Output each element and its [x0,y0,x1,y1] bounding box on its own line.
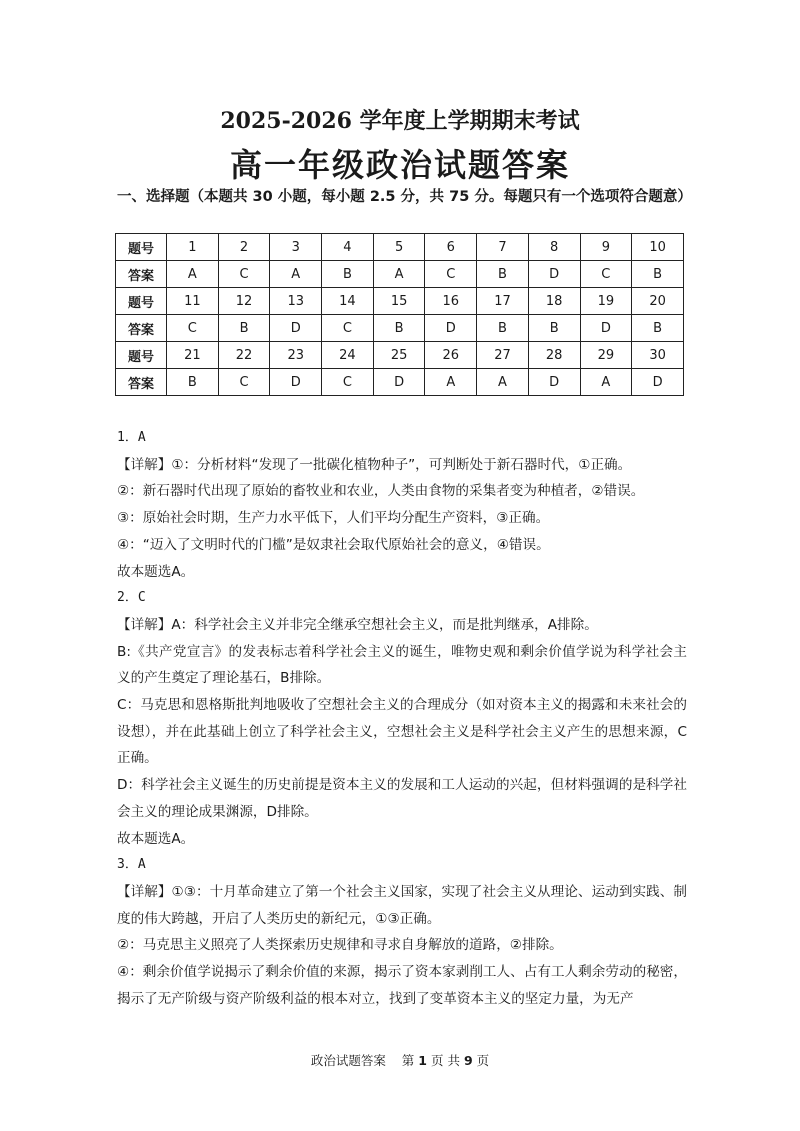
footer-subject: 政治试题答案 [310,1053,386,1068]
question-number-cell: 23 [270,342,322,369]
answer-cell: A [477,369,529,396]
question-number-cell: 7 [477,234,529,261]
answer-cell: D [528,261,580,288]
explanation-paragraph: ③：原始社会时期，生产力水平低下，人们平均分配生产资料，③正确。 [117,510,550,527]
answer-header: 答案 [116,315,167,342]
question-number-cell: 19 [580,288,632,315]
question-number-header: 题号 [116,342,167,369]
table-row [116,342,684,369]
explanation-paragraph: 【详解】①③：十月革命建立了第一个社会主义国家，实现了社会主义从理论、运动到实践、制度的伟大跨越，开启了人类历史的新纪元，①③正确。 [117,883,687,927]
question-number-header: 题号 [116,288,167,315]
answer-header: 答案 [116,369,167,396]
answer-title: 高一年级政治试题答案 [229,146,570,184]
question-number-cell: 9 [580,234,632,261]
answer-cell: A [425,369,477,396]
explanation-paragraph: 【详解】A：科学社会主义并非完全继承空想社会主义，而是批判继承，A排除。 [117,616,598,633]
footer-page-suffix: 页 [476,1053,490,1068]
answer-cell: B [167,369,219,396]
answer-cell: C [167,315,219,342]
question-number-cell: 12 [218,288,270,315]
question-number-header: 题号 [116,234,167,261]
explanation-paragraph: 【详解】①：分析材料“发现了一批碳化植物种子”，可判断处于新石器时代，①正确。 [117,456,632,473]
question-number-cell: 10 [632,234,684,261]
answer-cell: B [322,261,374,288]
question-number-cell: 29 [580,342,632,369]
footer-page-total: 9 [463,1053,473,1068]
question-number-cell: 14 [322,288,374,315]
question-number-cell: 25 [373,342,425,369]
answer-cell: D [580,315,632,342]
question-answer-number: 3．A [117,857,146,873]
explanation-paragraph: ②：马克思主义照亮了人类探索历史规律和寻求自身解放的道路，②排除。 [117,937,563,954]
explanation-paragraph: ②：新石器时代出现了原始的畜牧业和农业，人类由食物的采集者变为种植者，②错误。 [117,483,645,500]
question-number-cell: 13 [270,288,322,315]
question-number-cell: 3 [270,234,322,261]
answer-cell: B [632,315,684,342]
answer-cell: A [167,261,219,288]
question-number-cell: 11 [167,288,219,315]
answer-cell: B [477,261,529,288]
page-footer [0,1051,800,1069]
answer-cell: B [373,315,425,342]
question-number-cell: 17 [477,288,529,315]
answer-cell: D [270,369,322,396]
explanation-paragraph: 故本题选A。 [117,563,195,580]
question-number-cell: 8 [528,234,580,261]
explanation-paragraph: C：马克思和恩格斯批判地吸收了空想社会主义的合理成分（如对资本主义的揭露和未来社会的设想），并在此基础上创立了科学社会主义，空想社会主义是科学社会主义产生的思想来源，C正确。 [117,697,687,767]
answer-cell: B [632,261,684,288]
question-number-cell: 20 [632,288,684,315]
question-number-cell: 28 [528,342,580,369]
question-number-cell: 22 [218,342,270,369]
answer-cell: B [477,315,529,342]
footer-page-middle: 页 共 [430,1053,460,1068]
answer-cell: A [270,261,322,288]
footer-page-number: 1 [418,1053,427,1068]
table-row [116,261,684,288]
answer-table [115,233,684,396]
table-row [116,369,684,396]
question-number-cell: 26 [425,342,477,369]
question-number-cell: 27 [477,342,529,369]
question-number-cell: 24 [322,342,374,369]
explanation-paragraph: ④：剩余价值学说揭示了剩余价值的来源，揭示了资本家剥削工人、占有工人剩余劳动的秘密，揭示了无产阶级与资产阶级利益的根本对立，找到了变革资本主义的坚定力量，为无产 [117,964,687,1007]
question-number-cell: 16 [425,288,477,315]
answer-cell: D [373,369,425,396]
answer-cell: C [218,369,270,396]
table-row [116,315,684,342]
answer-cell: D [632,369,684,396]
answer-cell: B [528,315,580,342]
table-row [116,234,684,261]
question-number-cell: 30 [632,342,684,369]
question-answer-number: 1．A [117,430,146,445]
question-number-cell: 5 [373,234,425,261]
question-number-cell: 21 [167,342,219,369]
answer-cell: D [270,315,322,342]
exam-title: 2025-2026 学年度上学期期末考试 [220,108,580,134]
answer-cell: C [580,261,632,288]
answer-cell: C [425,261,477,288]
section-heading: 一、选择题（本题共 30 小题，每小题 2.5 分，共 75 分。每题只有一个选项符合题意） [117,189,692,205]
answer-cell: D [425,315,477,342]
explanation-paragraph: D：科学社会主义诞生的历史前提是资本主义的发展和工人运动的兴起，但材料强调的是科学社会主义的理论成果渊源，D排除。 [117,777,687,820]
answer-cell: B [218,315,270,342]
answer-cell: C [322,315,374,342]
answer-header: 答案 [116,261,167,288]
answer-cell: A [373,261,425,288]
question-number-cell: 2 [218,234,270,261]
explanation-paragraph: B:《共产党宣言》的发表标志着科学社会主义的诞生，唯物史观和剩余价值学说为科学社会主义的产生奠定了理论基石，B排除。 [117,643,687,687]
question-number-cell: 15 [373,288,425,315]
explanation-paragraph: 故本题选A。 [117,830,195,847]
question-number-cell: 6 [425,234,477,261]
answer-cell: D [528,369,580,396]
table-row [116,288,684,315]
explanations [117,425,687,1012]
question-number-cell: 1 [167,234,219,261]
footer-page-prefix: 第 [401,1053,415,1068]
answer-cell: A [580,369,632,396]
question-number-cell: 18 [528,288,580,315]
question-answer-number: 2．C [117,590,146,606]
question-number-cell: 4 [322,234,374,261]
answer-cell: C [322,369,374,396]
answer-cell: C [218,261,270,288]
explanation-paragraph: ④：“迈入了文明时代的门槛”是奴隶社会取代原始社会的意义，④错误。 [117,536,550,553]
